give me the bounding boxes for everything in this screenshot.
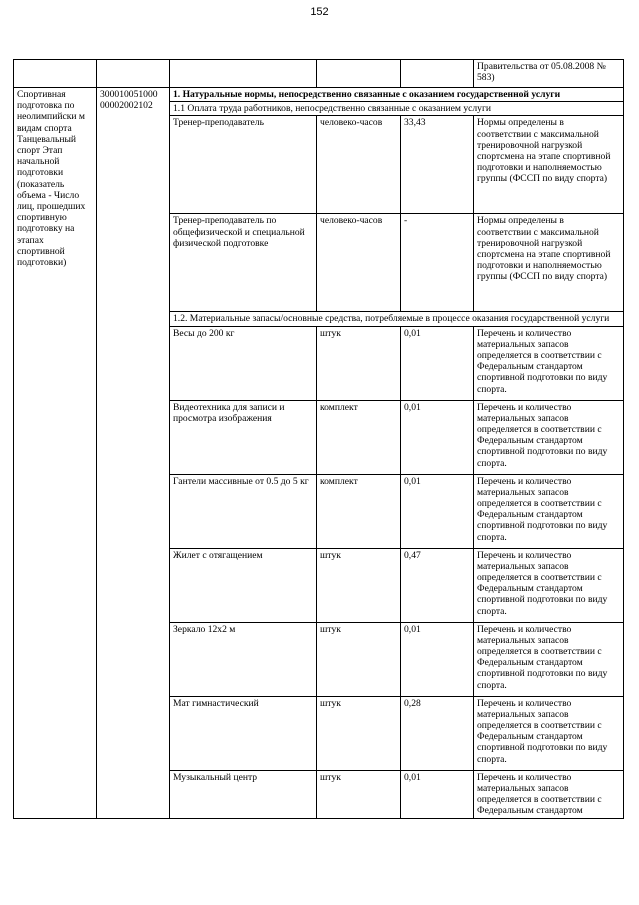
item-name-cell: Музыкальный центр <box>170 770 317 818</box>
item-name-cell: Весы до 200 кг <box>170 326 317 400</box>
item-unit-cell: штук <box>317 326 401 400</box>
item-unit-cell: комплект <box>317 474 401 548</box>
section1-title: 1. Натуральные нормы, непосредственно связанные с оказанием государственной услуги <box>170 88 624 102</box>
item-note-cell: Перечень и количество материальных запасов определяется в соответствии с Федеральным стандартом спортивной подготовки по виду спорта. <box>474 622 624 696</box>
service-code-line1: 300010051000 <box>100 89 158 100</box>
item-value-cell: 33,43 <box>401 116 474 214</box>
header-note-cell: Правительства от 05.08.2008 № 583) <box>474 60 624 88</box>
item-name-cell: Тренер-преподаватель по общефизической и специальной физической подготовке <box>170 214 317 312</box>
item-note-cell: Нормы определены в соответствии с максимальной тренировочной нагрузкой спортсмена на этапе спортивной подготовки и наполняемостью группы (ФССП по виду спорта) <box>474 116 624 214</box>
item-value-cell: - <box>401 214 474 312</box>
service-code-cell <box>97 88 170 819</box>
item-note-cell: Перечень и количество материальных запасов определяется в соответствии с Федеральным стандартом спортивной подготовки по виду спорта. <box>474 326 624 400</box>
item-name-cell: Гантели массивные от 0.5 до 5 кг <box>170 474 317 548</box>
item-note-cell: Перечень и количество материальных запасов определяется в соответствии с Федеральным стандартом спортивной подготовки по виду спорта. <box>474 696 624 770</box>
item-unit-cell: штук <box>317 622 401 696</box>
item-note-cell: Перечень и количество материальных запасов определяется в соответствии с Федеральным стандартом <box>474 770 624 818</box>
header-row <box>14 60 624 88</box>
item-value-cell: 0,01 <box>401 474 474 548</box>
item-unit-cell: штук <box>317 696 401 770</box>
item-note-cell: Перечень и количество материальных запасов определяется в соответствии с Федеральным стандартом спортивной подготовки по виду спорта. <box>474 548 624 622</box>
item-unit-cell: штук <box>317 770 401 818</box>
item-value-cell: 0,47 <box>401 548 474 622</box>
item-value-cell: 0,28 <box>401 696 474 770</box>
item-value-cell: 0,01 <box>401 400 474 474</box>
section2-title: 1.2. Материальные запасы/основные средства, потребляемые в процессе оказания государственной услуги <box>170 312 624 326</box>
item-unit-cell: человеко-часов <box>317 116 401 214</box>
item-note-cell: Перечень и количество материальных запасов определяется в соответствии с Федеральным стандартом спортивной подготовки по виду спорта. <box>474 400 624 474</box>
item-unit-cell: комплект <box>317 400 401 474</box>
item-note-cell: Перечень и количество материальных запасов определяется в соответствии с Федеральным стандартом спортивной подготовки по виду спорта. <box>474 474 624 548</box>
section1-sub-title: 1.1 Оплата труда работников, непосредственно связанные с оказанием услуги <box>170 102 624 116</box>
item-name-cell: Зеркало 12х2 м <box>170 622 317 696</box>
item-note-cell: Нормы определены в соответствии с максимальной тренировочной нагрузкой спортсмена на этапе спортивной подготовки и наполняемостью группы (ФССП по виду спорта) <box>474 214 624 312</box>
service-code-line2: 00002002102 <box>100 100 153 112</box>
item-name-cell: Мат гимнастический <box>170 696 317 770</box>
section1-title-row <box>14 88 624 102</box>
service-name-cell: Спортивная подготовка по неолимпийски м видам спорта Танцевальный спорт Этап начальной подготовки (показатель объема - Число лиц, прошедших спортивную подготовку на этапах спортивной подготовки) <box>14 88 97 819</box>
item-unit-cell: штук <box>317 548 401 622</box>
norms-table <box>13 59 624 819</box>
item-value-cell: 0,01 <box>401 326 474 400</box>
page-number: 152 <box>310 6 329 18</box>
item-name-cell: Видеотехника для записи и просмотра изображения <box>170 400 317 474</box>
item-name-cell: Жилет с отягащением <box>170 548 317 622</box>
item-value-cell: 0,01 <box>401 770 474 818</box>
item-unit-cell: человеко-часов <box>317 214 401 312</box>
item-name-cell: Тренер-преподаватель <box>170 116 317 214</box>
item-value-cell: 0,01 <box>401 622 474 696</box>
